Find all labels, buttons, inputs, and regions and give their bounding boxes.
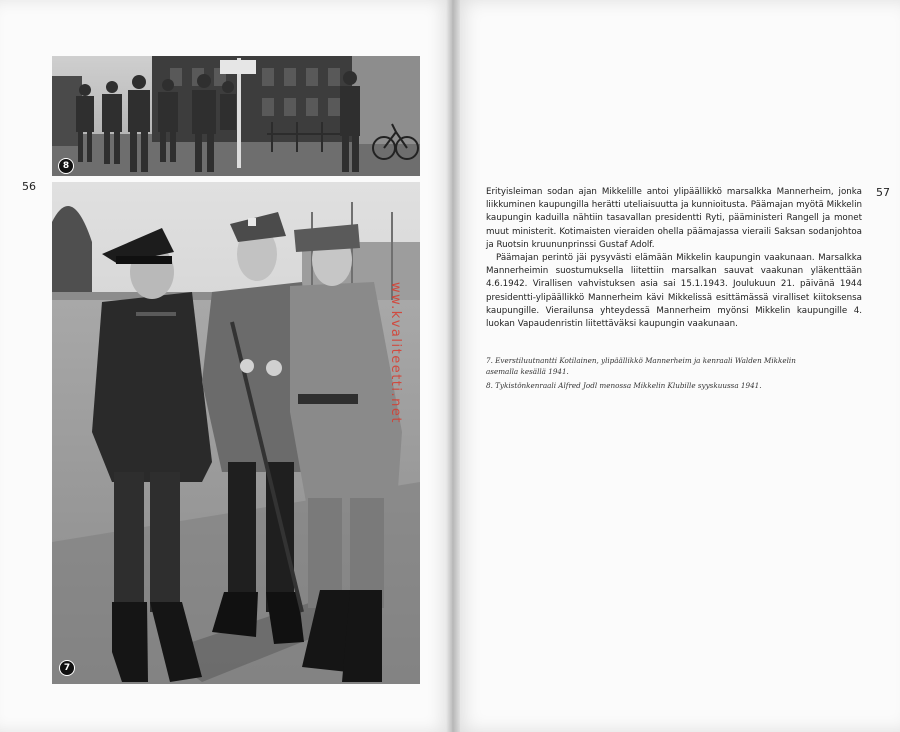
- left-page-number: 56: [22, 180, 36, 193]
- watermark-text: ww.kvaliteetti.net: [388, 282, 403, 424]
- photo-three-officers: [52, 182, 420, 684]
- paragraph: Erityisleiman sodan ajan Mikkelille antoi ylipäällikkö marsalkka Mannerheim, jonka liikkuminen kaupungilla herätti uteliaisuutta ja kunnioitusta. Päämajan myötä Mikkelin kaupungin kaduilla nähtiin tasavallan presidentti Ryti, pääministeri Rangell ja monet muut ministerit. Kotimaisten vieraiden ohella päämajassa vieraili Saksan sodanjohtoa ja Ruotsin kruununprinssi Gustaf Adolf.: [486, 187, 862, 250]
- body-text: [486, 186, 862, 331]
- photo-officers-walking: [52, 56, 420, 176]
- paragraph: Päämajan perintö jäi pysyvästi elämään Mikkelin kaupungin vaakunaan. Marsalkka Mannerheimin suostumuksella liitettiin marsalkan sauvat vaakunan yläkenttään 4.6.1942. Virallisen vahvistuksen asia sai 15.1.1943. Joulukuun 21. päivänä 1944 presidentti-ylipäällikkö Mannerheim kävi Mikkelissä esittämässä viralliset kiitoksensa kaupungille. Vierailunsa yhteydessä Mannerheim myönsi Mikkelin kaupungille 4. luokan Vapaudenristin liitettäväksi kaupungin vaakunaan.: [486, 253, 862, 330]
- right-page-number: 57: [876, 186, 890, 199]
- caption-7: 7. Everstiluutnantti Kotilainen, ylipäällikkö Mannerheim ja kenraali Walden Mikkelin asemalla kesällä 1941.: [486, 356, 796, 376]
- photo-captions: [486, 356, 826, 396]
- book-gutter: [446, 0, 460, 732]
- photo-number-badge: 8: [58, 158, 74, 174]
- photo-number-badge: 7: [59, 660, 75, 676]
- caption-8: 8. Tykistönkenraali Alfred Jodl menossa Mikkelin Klubille syyskuussa 1941.: [486, 381, 762, 390]
